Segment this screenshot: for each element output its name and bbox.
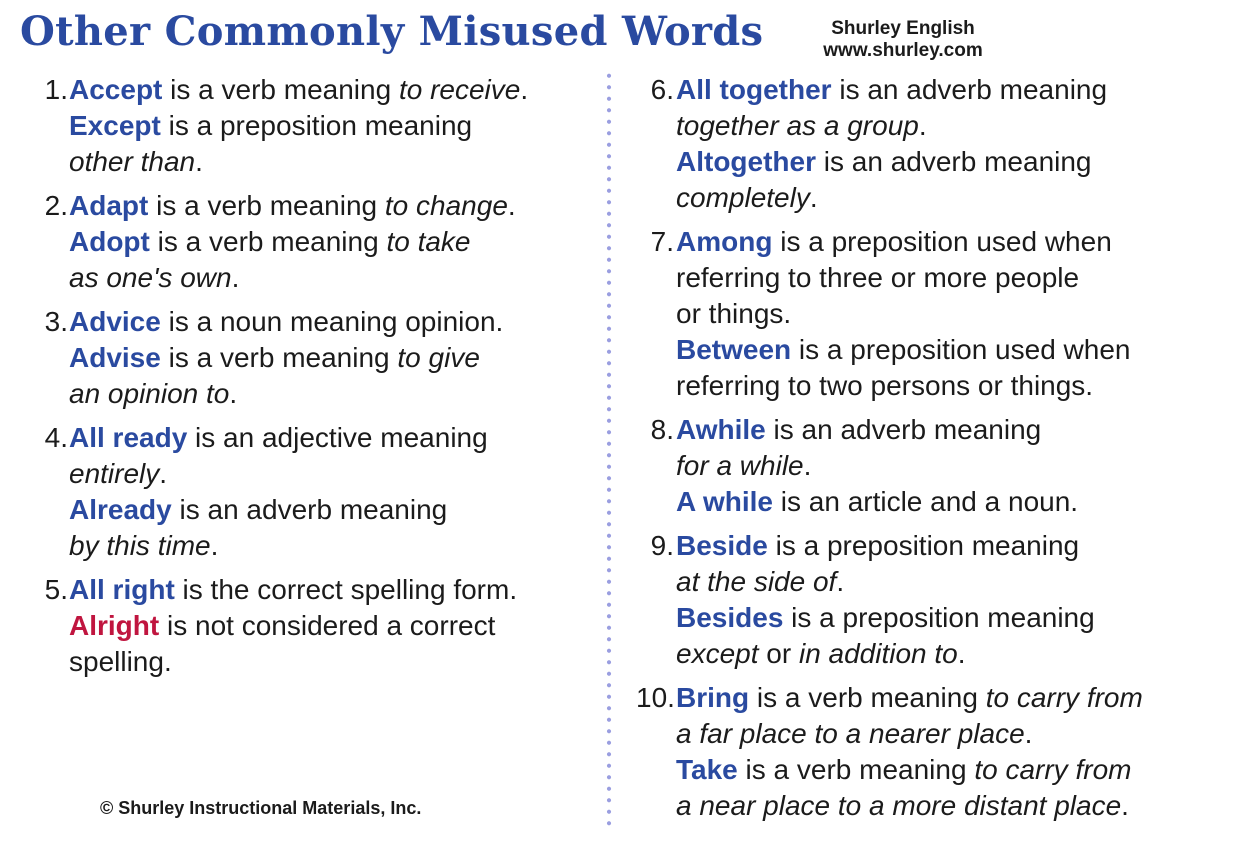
entry-line: [69, 608, 596, 644]
entry-number: 8.: [650, 414, 674, 445]
entry-number: 10.: [636, 682, 675, 713]
definition-text: completely: [676, 182, 810, 213]
definition-text: a far place to a nearer place: [676, 718, 1025, 749]
keyword: All ready: [69, 422, 188, 453]
definition-text: in addition to: [798, 638, 958, 669]
definition-text: except: [676, 638, 759, 669]
keyword: Besides: [676, 602, 784, 633]
definition-text: to give: [397, 342, 480, 373]
body-text: .: [918, 110, 927, 141]
body-text: .: [231, 262, 240, 293]
body-text: is an adjective meaning: [187, 422, 488, 453]
entry-line: [676, 716, 1236, 752]
entry-line: [676, 528, 1236, 564]
definition-text: as one's own: [69, 262, 232, 293]
definition-text: for a while: [676, 450, 804, 481]
entry-line: [676, 180, 1236, 216]
entry-line: [69, 108, 596, 144]
keyword: Adapt: [69, 190, 149, 221]
keyword: Among: [676, 226, 773, 257]
keyword: Beside: [676, 530, 768, 561]
entry-line: [676, 564, 1236, 600]
entry-line: [676, 600, 1236, 636]
body-text: is a preposition used when: [772, 226, 1112, 257]
keyword: Accept: [69, 74, 163, 105]
page-title: Other Commonly Misused Words: [20, 8, 764, 55]
entry-number: 2.: [44, 190, 68, 221]
entry-line: [69, 72, 596, 108]
body-text: spelling.: [69, 646, 172, 677]
body-text: is a verb meaning: [160, 342, 398, 373]
word-entry: [636, 72, 1236, 216]
left-column: [36, 72, 596, 688]
body-text: .: [957, 638, 966, 669]
entry-number: 9.: [650, 530, 674, 561]
definition-text: to take: [386, 226, 471, 257]
entry-line: [69, 644, 596, 680]
definition-text: an opinion to: [69, 378, 230, 409]
body-text: or things.: [676, 298, 792, 329]
entry-line: [69, 304, 596, 340]
keyword: All right: [69, 574, 175, 605]
entry-line: [676, 296, 1236, 332]
word-entry: [636, 412, 1236, 520]
entry-line: [69, 188, 596, 224]
entry-line: [69, 572, 596, 608]
entry-line: [676, 788, 1236, 824]
word-entry: [636, 224, 1236, 404]
body-text: .: [520, 74, 529, 105]
word-entry: [36, 420, 596, 564]
brand-block: [790, 18, 1016, 62]
entry-line: [676, 224, 1236, 260]
body-text: .: [1024, 718, 1033, 749]
brand-name: Shurley English: [831, 18, 975, 39]
entry-number: 4.: [44, 422, 68, 453]
body-text: .: [803, 450, 812, 481]
dotted-divider: [606, 70, 612, 828]
body-text: is not considered a correct: [159, 610, 496, 641]
word-entry: [36, 72, 596, 180]
keyword: Except: [69, 110, 161, 141]
body-text: is the correct spelling form.: [174, 574, 518, 605]
body-text: is a verb meaning: [737, 754, 975, 785]
entry-line: [69, 492, 596, 528]
entry-line: [676, 108, 1236, 144]
brand-url: www.shurley.com: [823, 40, 983, 61]
body-text: is an article and a noun.: [772, 486, 1079, 517]
keyword: All together: [676, 74, 832, 105]
entry-number: 1.: [44, 74, 68, 105]
word-entry: [636, 528, 1236, 672]
body-text: .: [1121, 790, 1129, 821]
body-text: is a verb meaning: [749, 682, 986, 713]
keyword: Advise: [69, 342, 161, 373]
entry-line: [676, 368, 1236, 404]
keyword: Advice: [69, 306, 161, 337]
body-text: is a verb meaning: [149, 226, 387, 257]
word-entry: [636, 680, 1236, 824]
keyword: Awhile: [676, 414, 766, 445]
word-entry: [36, 304, 596, 412]
entry-line: [676, 448, 1236, 484]
word-entry: [36, 572, 596, 680]
definition-text: to carry from: [974, 754, 1132, 785]
body-text: is a preposition meaning: [767, 530, 1080, 561]
copyright-notice: © Shurley Instructional Materials, Inc.: [100, 798, 422, 818]
entry-line: [69, 376, 596, 412]
entry-line: [69, 340, 596, 376]
body-text: is a verb meaning: [162, 74, 399, 105]
word-entry: [36, 188, 596, 296]
entry-line: [69, 528, 596, 564]
body-text: referring to two persons or things.: [676, 370, 1094, 401]
entry-line: [69, 224, 596, 260]
body-text: .: [210, 530, 219, 561]
keyword: Altogether: [676, 146, 816, 177]
body-text: .: [809, 182, 818, 213]
body-text: is a verb meaning: [148, 190, 385, 221]
definition-text: a near place to a more distant place: [676, 790, 1122, 821]
body-text: .: [195, 146, 203, 177]
body-text: is an adverb meaning: [816, 146, 1092, 177]
body-text: is a preposition meaning: [160, 110, 473, 141]
body-text: or: [758, 638, 799, 669]
entry-line: [69, 260, 596, 296]
entry-line: [676, 412, 1236, 448]
body-text: is an adverb meaning: [765, 414, 1042, 445]
body-text: is an adverb meaning: [831, 74, 1108, 105]
body-text: .: [836, 566, 845, 597]
definition-text: other than: [69, 146, 196, 177]
entry-line: [676, 680, 1236, 716]
keyword: Bring: [676, 682, 750, 713]
definition-text: entirely: [69, 458, 160, 489]
body-text: is a noun meaning opinion.: [160, 306, 504, 337]
entry-number: 5.: [44, 574, 68, 605]
entry-line: [676, 636, 1236, 672]
body-text: is a preposition used when: [791, 334, 1131, 365]
entry-line: [69, 144, 596, 180]
definition-text: to receive: [398, 74, 521, 105]
entry-number: 3.: [44, 306, 68, 337]
entry-number: 6.: [650, 74, 674, 105]
body-text: .: [507, 190, 516, 221]
definition-text: together as a group: [676, 110, 919, 141]
keyword: Take: [676, 754, 738, 785]
entry-line: [676, 752, 1236, 788]
body-text: .: [229, 378, 238, 409]
entry-number: 7.: [650, 226, 674, 257]
keyword: Adopt: [69, 226, 150, 257]
keyword: Alright: [69, 610, 160, 641]
entry-line: [676, 332, 1236, 368]
entry-line: [676, 72, 1236, 108]
keyword: Already: [69, 494, 172, 525]
keyword: A while: [676, 486, 773, 517]
definition-text: at the side of: [676, 566, 837, 597]
right-column: [636, 72, 1236, 832]
definition-text: to change: [384, 190, 508, 221]
definition-text: by this time: [69, 530, 211, 561]
entry-line: [676, 484, 1236, 520]
entry-line: [69, 420, 596, 456]
body-text: .: [159, 458, 168, 489]
body-text: is a preposition meaning: [783, 602, 1095, 633]
body-text: referring to three or more people: [676, 262, 1080, 293]
entry-line: [676, 260, 1236, 296]
entry-line: [676, 144, 1236, 180]
keyword: Between: [676, 334, 792, 365]
entry-line: [69, 456, 596, 492]
body-text: is an adverb meaning: [171, 494, 448, 525]
definition-text: to carry from: [985, 682, 1143, 713]
